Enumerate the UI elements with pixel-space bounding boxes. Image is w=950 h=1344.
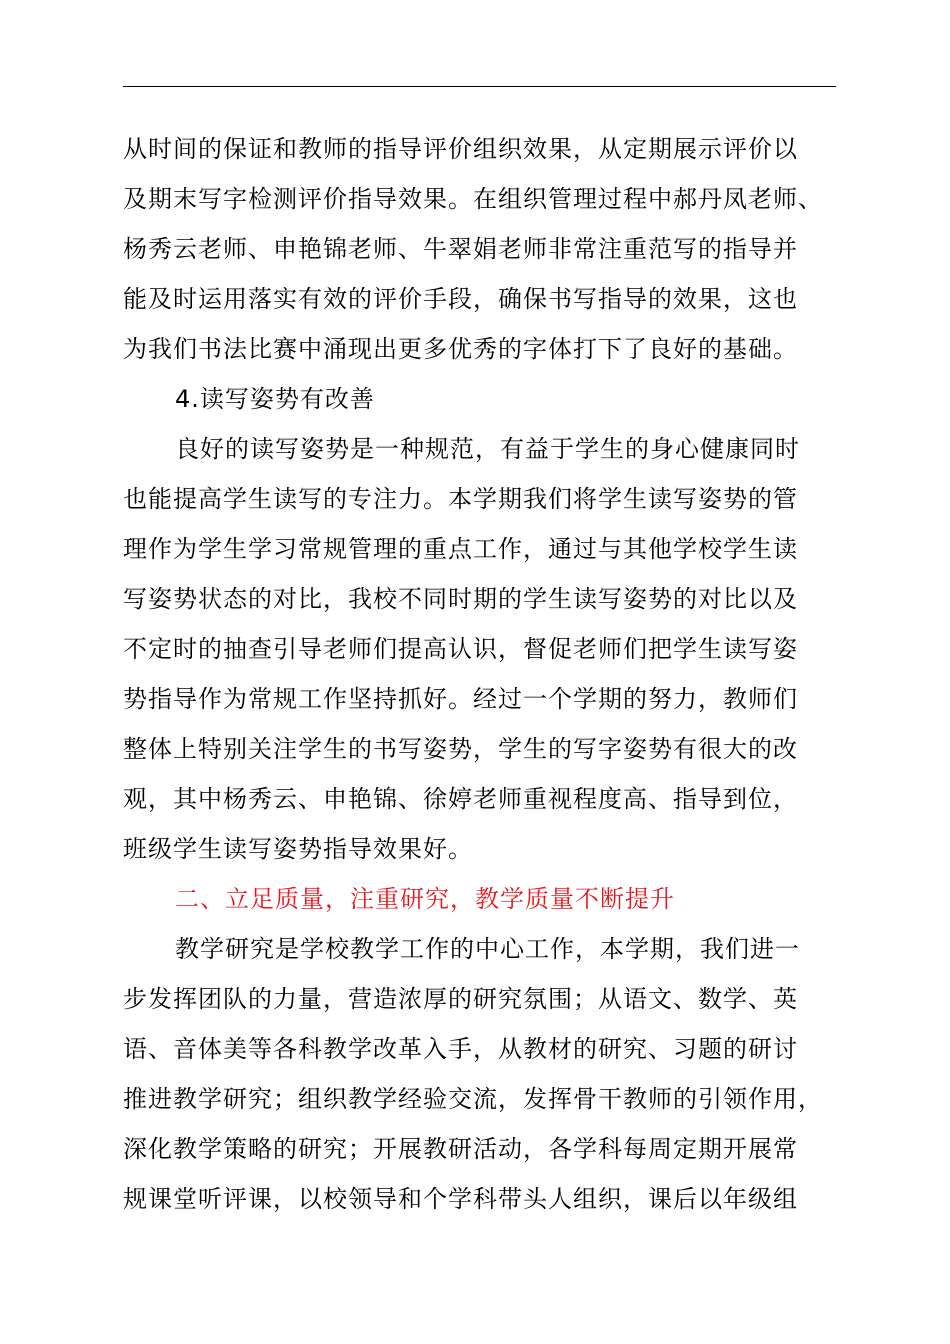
header-rule bbox=[123, 86, 836, 87]
document-body bbox=[123, 124, 863, 1224]
paragraph-line: 规课堂听评课，以校领导和个学科带头人组织，课后以年级组 bbox=[123, 1185, 798, 1213]
paragraph-line: 教学研究是学校教学工作的中心工作，本学期，我们进一 bbox=[175, 935, 800, 963]
paragraph-line: 语、音体美等各科教学改革入手，从教材的研究、习题的研讨 bbox=[123, 1035, 798, 1063]
paragraph-line: 深化教学策略的研究；开展教研活动，各学科每周定期开展常 bbox=[123, 1135, 798, 1163]
paragraph-line: 能及时运用落实有效的评价手段，确保书写指导的效果，这也 bbox=[123, 285, 798, 313]
paragraph-line: 理作为学生学习常规管理的重点工作，通过与其他学校学生读 bbox=[123, 535, 798, 563]
paragraph-line: 推进教学研究；组织教学经验交流，发挥骨干教师的引领作用， bbox=[123, 1085, 823, 1113]
paragraph-line: 写姿势状态的对比，我校不同时期的学生读写姿势的对比以及 bbox=[123, 585, 798, 613]
paragraph-line: 杨秀云老师、申艳锦老师、牛翠娟老师非常注重范写的指导并 bbox=[123, 235, 798, 263]
paragraph-line: 也能提高学生读写的专注力。本学期我们将学生读写姿势的管 bbox=[123, 485, 798, 513]
paragraph-line: 整体上特别关注学生的书写姿势，学生的写字姿势有很大的改 bbox=[123, 735, 798, 763]
paragraph-line: 势指导作为常规工作坚持抓好。经过一个学期的努力，教师们 bbox=[123, 685, 798, 713]
paragraph-line: 从时间的保证和教师的指导评价组织效果，从定期展示评价以 bbox=[123, 135, 798, 163]
section-heading: 二、立足质量，注重研究，教学质量不断提升 bbox=[175, 885, 675, 913]
paragraph-line: 观，其中杨秀云、申艳锦、徐婷老师重视程度高、指导到位， bbox=[123, 785, 798, 813]
paragraph-line: 良好的读写姿势是一种规范，有益于学生的身心健康同时 bbox=[175, 435, 800, 463]
paragraph-line: 为我们书法比赛中涌现出更多优秀的字体打下了良好的基础。 bbox=[123, 335, 798, 363]
paragraph-line: 步发挥团队的力量，营造浓厚的研究氛围；从语文、数学、英 bbox=[123, 985, 798, 1013]
paragraph-line: 不定时的抽查引导老师们提高认识，督促老师们把学生读写姿 bbox=[123, 635, 798, 663]
paragraph-line: 及期末写字检测评价指导效果。在组织管理过程中郝丹凤老师、 bbox=[123, 185, 823, 213]
subheading-reading-posture: 4.读写姿势有改善 bbox=[175, 385, 375, 413]
paragraph-line: 班级学生读写姿势指导效果好。 bbox=[123, 835, 473, 863]
